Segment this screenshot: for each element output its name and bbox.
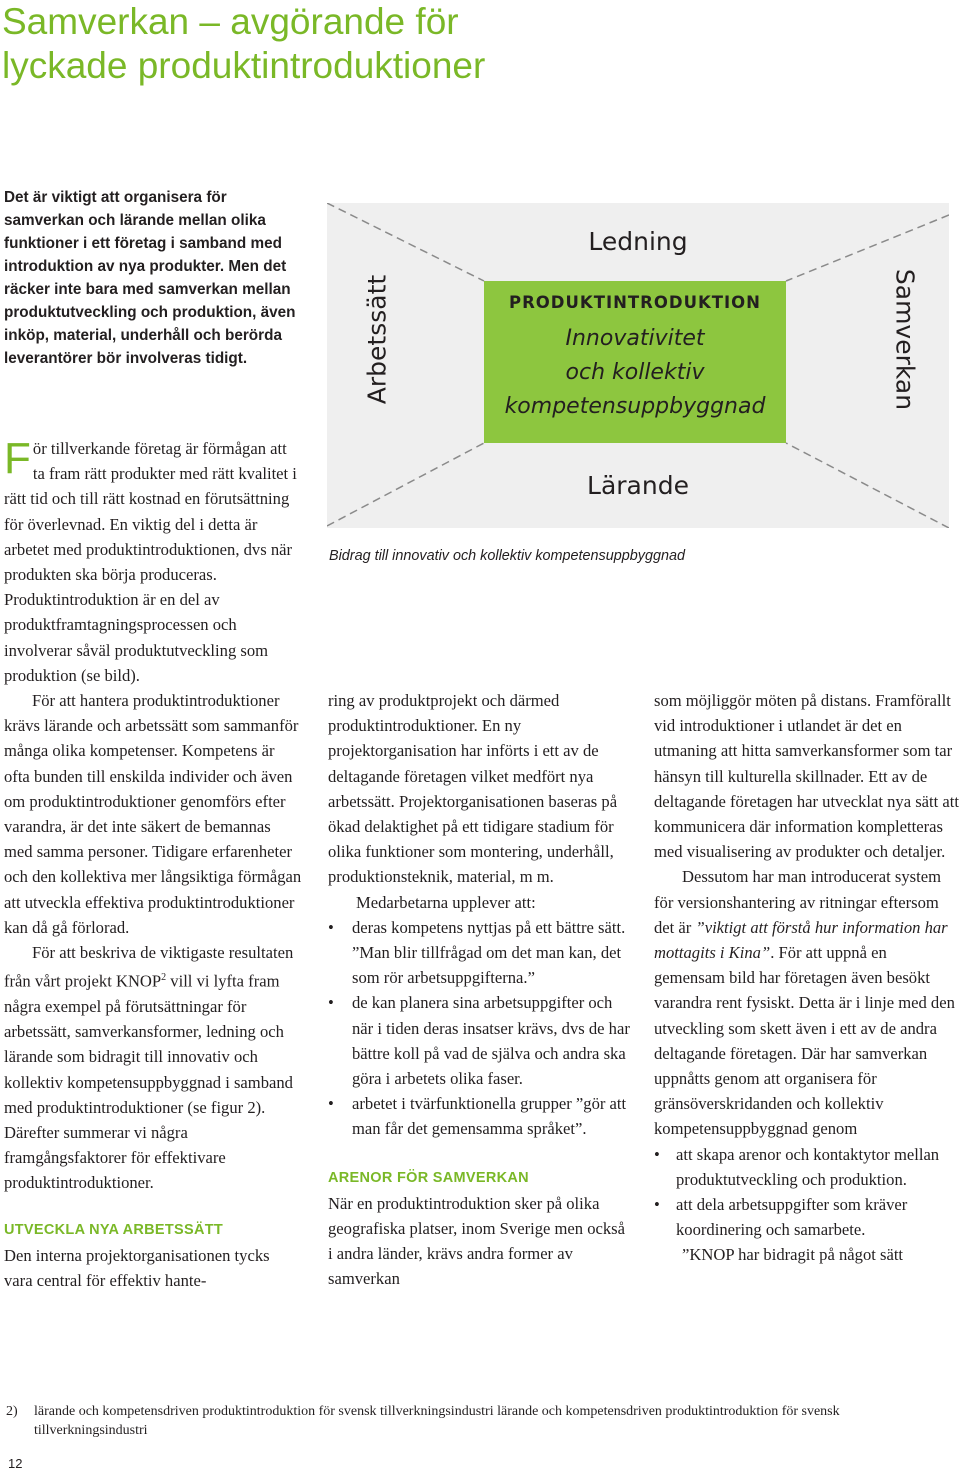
diagram-center-box (484, 281, 786, 443)
col1-paragraph-4: Den interna projektorganisationen tycks vara central för effektiv hante- (4, 1245, 270, 1290)
drop-cap: F (4, 434, 31, 483)
center-box-heading: PRODUKTINTRODUKTION (508, 293, 761, 312)
col1-paragraph-3 (4, 940, 302, 1196)
col2-paragraph-1: ring av produktprojekt och därmed produktintroduktioner. En ny projektorganisation har införts i ett av de deltagande företagen vilket medfört nya arbetssätt. Projektorganisationen baseras på ökad delaktighet på ett tidigare stadium för olika funktioner som montering, underhåll, produktionsteknik, material, m m. (328, 691, 618, 887)
center-box-line-1: Innovativitet (565, 326, 705, 351)
footnote-text: lärande och kompetensdriven produktintroduktion för svensk tillverkningsindustri lärande och kompetensdriven produktintroduktion för svensk tillverkningsindustri (34, 1404, 840, 1438)
figure-caption: Bidrag till innovativ och kollektiv kompetensuppbyggnad (329, 548, 685, 564)
footnote-ref: 2 (161, 972, 167, 984)
col2-paragraph-2: Medarbetarna upplever att: (356, 892, 536, 912)
col2-bullet-list (328, 915, 633, 1142)
col2-paragraph-3: När en produktintroduktion sker på olika geografiska platser, inom Sverige men också i andra länder, krävs andra former av samverkan (328, 1193, 626, 1289)
col3-quote: ”viktigt att förstå hur information har mottagits i Kina” (654, 917, 948, 963)
column-3 (654, 688, 959, 1268)
col3-paragraph-2-b: . För att uppnå en gemensam bild har företagen även besökt varandra rent fysiskt. Detta är i linje med den utveckling som skett även i ett av de andra deltagande företagen. Där har samverkan uppnåtts genom att organisera för gränsöverskridanden och kollektiv kompetensuppbyggnad genom (654, 943, 955, 1139)
diagram-label-arbetssatt: Arbetssätt (362, 274, 392, 405)
diagram-label-samverkan: Samverkan (890, 268, 920, 411)
list-item: • arbetet i tvärfunktionella grupper ”gör att man får det gemensamma språket”. (328, 1091, 633, 1141)
list-item: • att skapa arenor och kontaktytor mellan produktutveckling och produktion. (654, 1142, 959, 1192)
lead-paragraph: Det är viktigt att organisera för samverkan och lärande mellan olika funktioner i ett företag i samband med introduktion av nya produkter. Men det räcker inte bara med samverkan mellan produktutveckling och produktion, även inköp, material, underhåll och berörda leverantörer bör involveras tidigt. (4, 189, 296, 367)
center-box-line-3: kompetensuppbyggnad (504, 394, 766, 419)
column-2 (328, 688, 633, 1291)
title-line-1: Samverkan – avgörande för (2, 1, 459, 42)
col1-paragraph-3-a: För att beskriva de viktigaste resultaten från vårt projekt KNOP (4, 943, 294, 991)
footnote-number: 2) (6, 1404, 18, 1419)
col1-paragraph-3-b: vill vi lyfta fram några exempel på förutsättningar för arbetssätt, samverkansformer, ledning och lärande som bidragit till innovativ och kollektiv kompetensuppbyggnad i samband med produktintroduktioner (se figur 2). Därefter summerar vi några framgångsfaktorer för effektivare produktintroduktioner. (4, 971, 293, 1193)
center-box-body (484, 322, 786, 424)
column-1 (4, 436, 302, 1293)
subheading-utveckla: UTVECKLA NYA ARBETSSÄTT (4, 1221, 224, 1238)
list-item: • att dela arbetsuppgifter som kräver koordinering och samarbete. (654, 1192, 959, 1242)
col1-paragraph-1 (4, 436, 302, 688)
page-number: 12 (8, 1456, 23, 1471)
subheading-arenor: ARENOR FÖR SAMVERKAN (328, 1169, 529, 1186)
col3-paragraph-1: som möjliggör möten på distans. Framförallt vid introduktioner i utlandet är det en utmaning att hitta samverkansformer som tar hänsyn till kulturella skillnader. Ett av de deltagande företagen har utvecklat nya sätt att kommunicera där information kompletteras med visualisering av produkter och detaljer. (654, 691, 959, 862)
diagram-label-larande: Lärande (587, 471, 689, 500)
col3-bullet-list (654, 1142, 959, 1243)
list-item: • de kan planera sina arbetsuppgifter och när i tiden deras insatser krävs, dvs de har bättre koll på vad de själva och andra ska göra i arbetets olika faser. (328, 990, 633, 1091)
list-item: • deras kompetens nyttjas på ett bättre sätt. ”Man blir tillfrågad om det man kan, det som rör arbetsuppgifterna.” (328, 915, 633, 991)
col1-paragraph-2: För att hantera produktintroduktioner krävs lärande och arbetssätt som sammanför många olika kompetenser. Kompetens är ofta bunden till enskilda individer och även om produktintroduktioner genomförs efter varandra, är det inte säkert de bemannas med samma personer. Tidigare erfarenheter och den kollektiva mer långsiktiga förmågan att utveckla effektiva produktintroduktioner kan då gå förlorad. (4, 691, 302, 937)
title-line-2: lyckade produktintroduktioner (2, 45, 486, 86)
page-title (2, 0, 702, 88)
figure-diagram (327, 203, 949, 528)
col3-paragraph-2-a: Dessutom har man introducerat system för versionshantering av ritningar eftersom det är (654, 867, 941, 937)
col1-paragraph-1-text: ör tillverkande företag är förmågan att ta fram rätt produkter med rätt kvalitet i rätt tid och till rätt kostnad en förutsättning för överlevnad. En viktig del i detta är arbetet med produktintroduktionen, dvs när produkten ska börja produceras. Produktintroduktion är en del av produktframtagningsprocessen och involverar såväl produktutveckling som produktion (se bild). (4, 439, 297, 685)
diagram-label-ledning: Ledning (588, 227, 688, 256)
col3-paragraph-3: ”KNOP har bidragit på något sätt (682, 1245, 904, 1265)
center-box-line-2: och kollektiv (565, 360, 705, 385)
col3-paragraph-2 (654, 864, 959, 1141)
